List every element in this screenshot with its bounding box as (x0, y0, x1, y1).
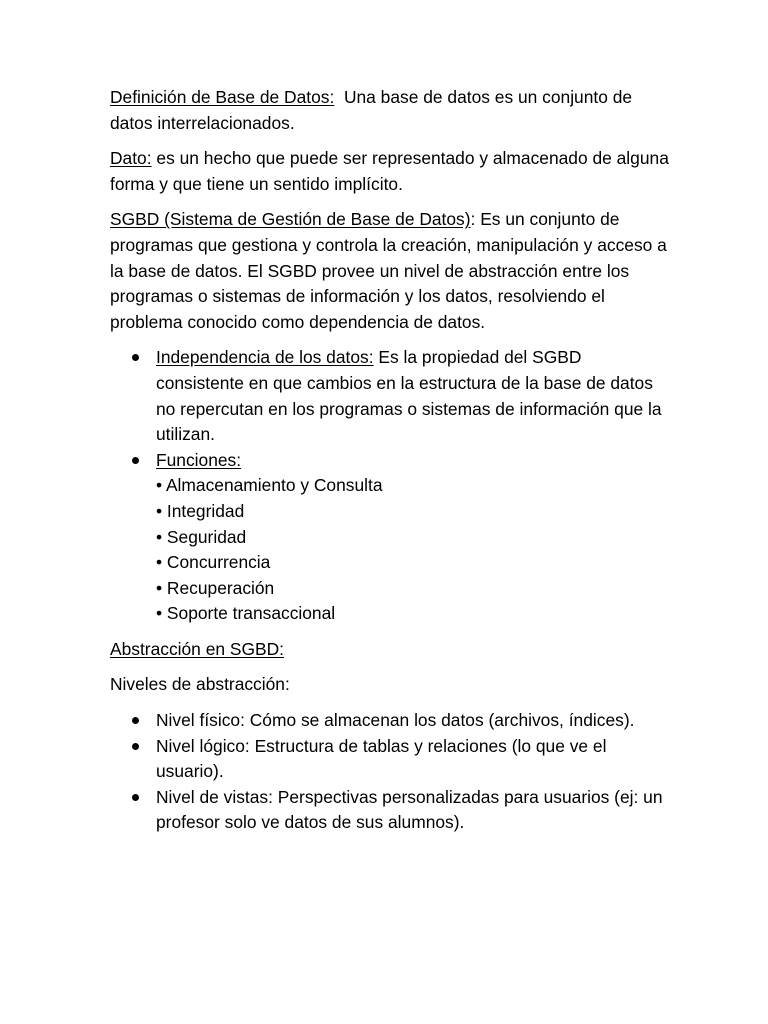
funcion-item: • Recuperación (156, 577, 275, 598)
term-abstraccion: Abstracción en SGBD: (110, 638, 284, 659)
funcion-item: • Integridad (156, 500, 245, 521)
paragraph-definicion-bd (110, 85, 670, 136)
term-sgbd: SGBD (Sistema de Gestión de Base de Datos) (110, 209, 471, 230)
funcion-item: • Concurrencia (156, 552, 271, 573)
list-item-nivel-logico: Nivel lógico: Estructura de tablas y relaciones (lo que ve el usuario). (110, 734, 670, 785)
term-definicion-bd: Definición de Base de Datos: (110, 87, 335, 107)
text-sgbd: : Es un conjunto de programas que gestiona y controla la creación, manipulación y acceso a la base de datos. El SGBD provee un nivel de abstracción entre los programas o sistemas de información y los datos, resolviendo el problema conocido como dependencia de datos. (110, 209, 667, 332)
heading-abstraccion (110, 637, 670, 663)
funcion-item: • Soporte transaccional (156, 603, 336, 624)
term-dato: Dato: (110, 148, 152, 169)
text-definicion-bd: Una base de datos es un conjunto de datos interrelacionados. (110, 87, 633, 133)
funcion-item: • Almacenamiento y Consulta (156, 475, 383, 496)
term-independencia: Independencia de los datos: (156, 347, 374, 368)
text-independencia: Es la propiedad del SGBD consistente en que cambios en la estructura de la base de datos no repercutan en los programas o sistemas de información que la utilizan. (156, 347, 662, 445)
term-funciones: Funciones: (156, 449, 242, 470)
label-niveles: Niveles de abstracción: (110, 674, 290, 695)
list-item-independencia (110, 345, 670, 447)
paragraph-dato (110, 146, 670, 197)
bullet-list-sgbd (110, 345, 670, 627)
list-item-nivel-fisico: Nivel físico: Cómo se almacenan los datos (archivos, índices). (110, 708, 670, 734)
bullet-list-niveles (110, 708, 670, 836)
document-content (110, 85, 670, 846)
paragraph-sgbd (110, 207, 670, 335)
list-item-nivel-vistas: Nivel de vistas: Perspectivas personalizadas para usuarios (ej: un profesor solo ve datos de sus alumnos). (110, 785, 670, 836)
text-dato: es un hecho que puede ser representado y almacenado de alguna forma y que tiene un sentido implícito. (110, 148, 669, 194)
list-item-funciones (110, 448, 670, 627)
funcion-item: • Seguridad (156, 526, 247, 547)
